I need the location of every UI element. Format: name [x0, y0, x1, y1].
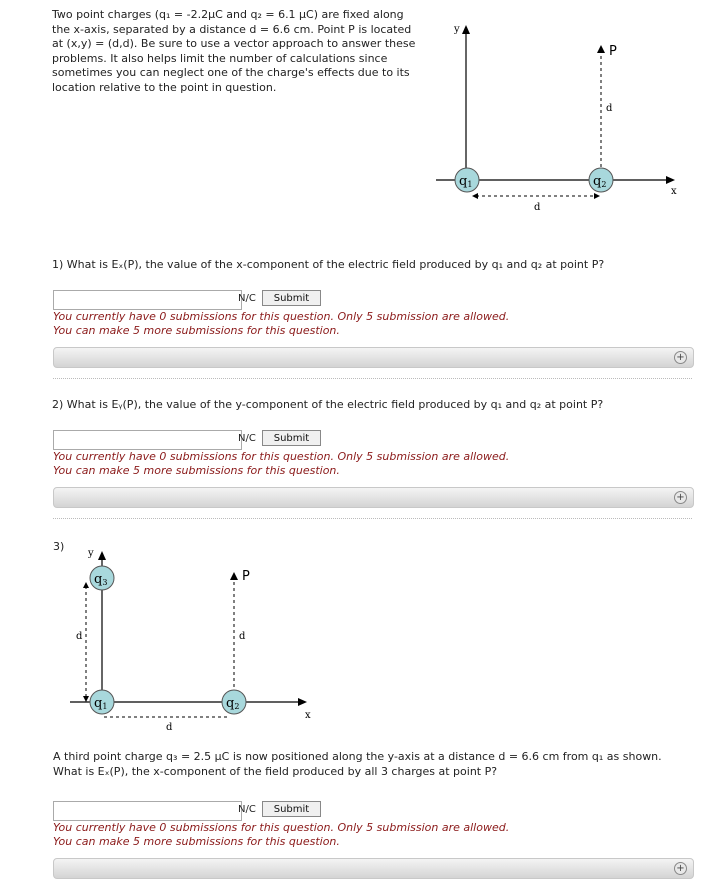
question-2-submit-button[interactable]: Submit	[262, 430, 321, 446]
question-2-text: 2) What is Eᵧ(P), the value of the y-component of the electric field produced by q₁ and q₂ at point P?	[52, 398, 604, 411]
question-3-unit: N/C	[238, 804, 256, 815]
diagram-three-charges	[62, 540, 332, 740]
svg-text:q3: q3	[94, 572, 108, 587]
svg-text:q2: q2	[593, 174, 607, 189]
question-1-status	[53, 310, 509, 337]
svg-text:q1: q1	[459, 174, 473, 189]
question-2-hint-bar[interactable]	[53, 487, 694, 508]
diagram-two-charges	[430, 20, 690, 220]
question-2-status-line-2: You can make 5 more submissions for this question.	[53, 463, 340, 477]
distance-d-right: d	[239, 631, 246, 642]
question-1-submit-button[interactable]: Submit	[262, 290, 321, 306]
question-3-hint-bar[interactable]	[53, 858, 694, 879]
question-2-answer-input[interactable]	[53, 430, 242, 450]
question-3-text: A third point charge q₃ = 2.5 μC is now positioned along the y-axis at a distance d = 6.6 cm from q₁ as shown. What is Eₓ(P), the x-component of the field produced by all 3 charges at point P?	[53, 750, 662, 778]
point-p-label: P	[242, 569, 250, 584]
question-1-hint-bar[interactable]	[53, 347, 694, 368]
y-axis-label: y	[88, 548, 94, 559]
point-p-label: P	[609, 44, 617, 59]
expand-plus-icon[interactable]: +	[674, 862, 687, 875]
question-1-text: 1) What is Eₓ(P), the value of the x-component of the electric field produced by q₁ and q₂ at point P?	[52, 258, 605, 271]
question-3-answer-input[interactable]	[53, 801, 242, 821]
question-3-status-line-2: You can make 5 more submissions for this question.	[53, 834, 340, 848]
question-2-unit: N/C	[238, 433, 256, 444]
question-1-answer-input[interactable]	[53, 290, 242, 310]
question-1-unit: N/C	[238, 293, 256, 304]
distance-d-horizontal: d	[534, 202, 541, 213]
question-3-submit-button[interactable]: Submit	[262, 801, 321, 817]
question-3-status	[53, 821, 509, 848]
divider	[53, 378, 692, 379]
x-axis-label: x	[671, 186, 677, 197]
distance-d-bottom: d	[166, 722, 173, 733]
divider	[53, 518, 692, 519]
expand-plus-icon[interactable]: +	[674, 491, 687, 504]
question-1-status-line-2: You can make 5 more submissions for this question.	[53, 323, 340, 337]
distance-d-left: d	[76, 631, 83, 642]
y-axis-label: y	[454, 24, 460, 35]
expand-plus-icon[interactable]: +	[674, 351, 687, 364]
svg-text:q1: q1	[94, 696, 108, 711]
question-3-number: 3)	[53, 540, 65, 553]
question-2-status-line-1: You currently have 0 submissions for this question. Only 5 submission are allowed.	[53, 450, 510, 463]
x-axis-label: x	[305, 710, 311, 721]
question-2-status	[53, 450, 509, 477]
svg-text:q2: q2	[226, 696, 240, 711]
problem-intro: Two point charges (q₁ = -2.2μC and q₂ = 6.1 μC) are fixed along the x-axis, separated by a distance d = 6.6 cm. Point P is located at (x,y) = (d,d). Be sure to use a vector approach to answer these problems. It also helps limit the number of calculations since sometimes you can neglect one of the charge's effects due to its location relative to the point in question.	[52, 8, 416, 94]
question-3-status-line-1: You currently have 0 submissions for this question. Only 5 submission are allowed.	[53, 821, 510, 834]
distance-d-vertical: d	[606, 103, 613, 114]
question-1-status-line-1: You currently have 0 submissions for this question. Only 5 submission are allowed.	[53, 310, 510, 323]
